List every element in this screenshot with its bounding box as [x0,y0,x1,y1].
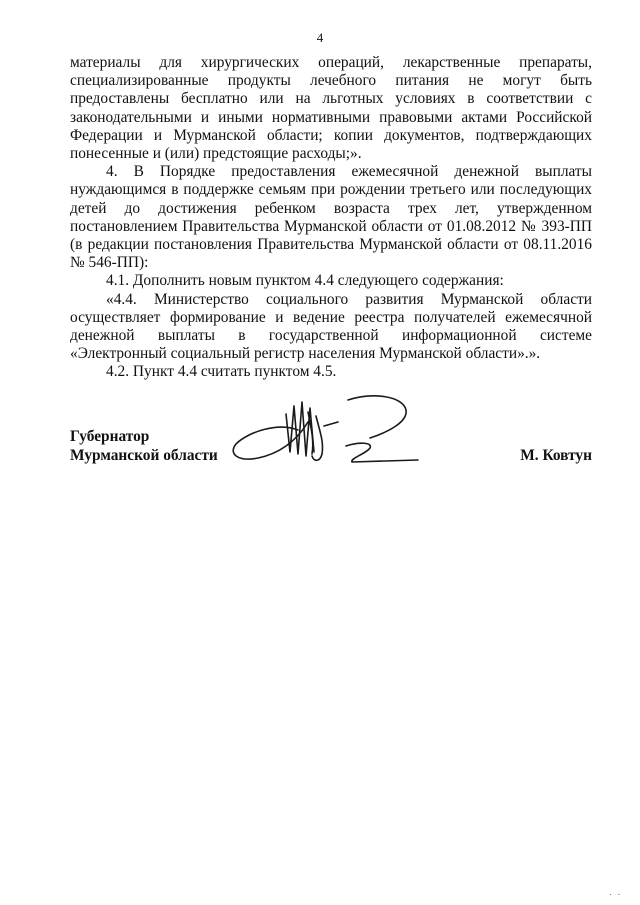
paragraph-item-4-2: 4.2. Пункт 4.4 считать пунктом 4.5. [106,363,337,381]
page-number: 4 [316,30,324,45]
signer-name: М. Ковтун [520,446,592,464]
signer-position-line1: Губернатор [70,428,150,445]
paragraph-item-4: 4. В Порядке предоставления ежемесячной денежной выплаты нуждающимся в поддержке семьям при рождении третьего или последующих детей до достижения ребенком возраста трех лет, утвержденном постановлением Правительства Мурманской области от 01.08.2012 № 393-ПП (в редакции постановления Правительства Мурманской области от 08.11.2016 № 546-ПП): [70,163,592,272]
signer-position [70,428,270,465]
footer-marks: . . [609,887,622,897]
signer-position-line2: Мурманской области [70,446,218,464]
paragraph-item-4-1: 4.1. Дополнить новым пунктом 4.4 следующего содержания: [106,272,504,290]
document-body [70,54,592,382]
paragraph-continuation: материалы для хирургических операций, лекарственные препараты, специализированные продукты лечебного питания не могут быть предоставлены бесплатно или на льготных условиях в соответствии с законодательными и иными нормативными правовыми актами Российской Федерации и Мурманской области; копии документов, подтверждающих понесенные и (или) предстоящие расходы;». [70,54,592,163]
signature-block [70,428,592,468]
paragraph-item-4-4-quote: «4.4. Министерство социального развития Мурманской области осуществляет формирование и ведение реестра получателей ежемесячной денежной выплаты в государственной информационной системе «Электронный социальный регистр населения Мурманской области».». [70,290,592,363]
